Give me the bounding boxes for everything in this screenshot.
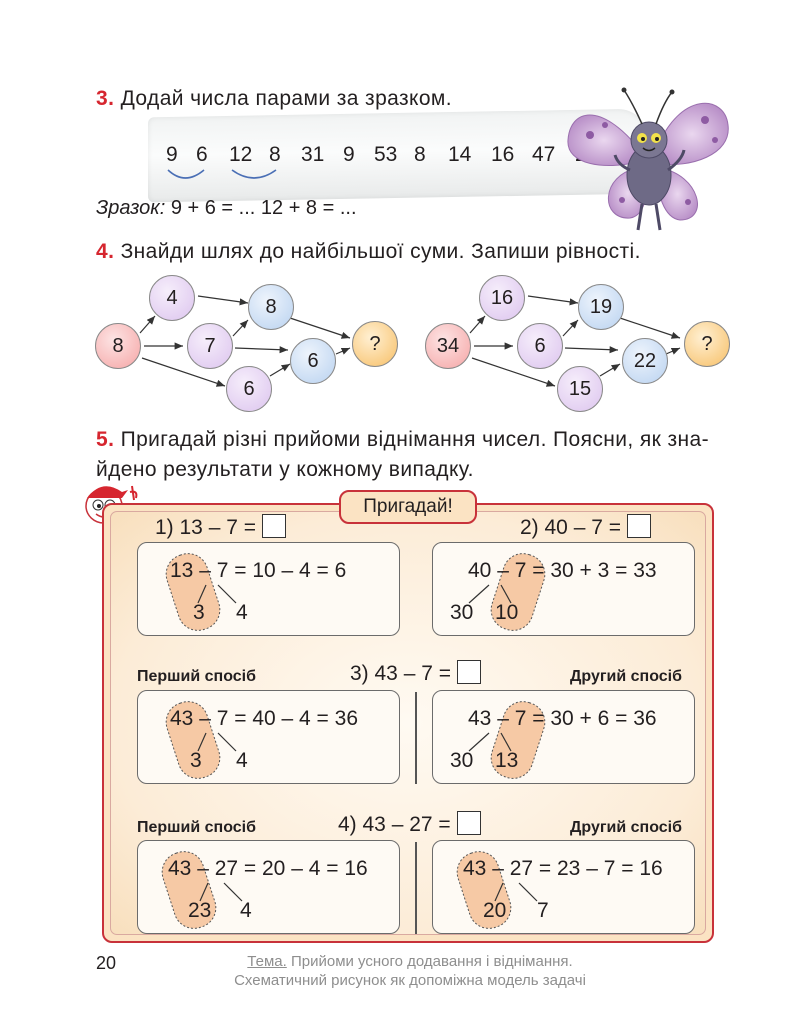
footer-line-1 [200,952,620,971]
sample-label: Зразок: [96,197,166,219]
example-2-expression: 40 – 7 = 30 + 3 = 33 [468,559,657,582]
sample-expression: 9 + 6 = ... 12 + 8 = ... [165,197,357,219]
example-4-label [338,811,481,837]
example-3-label-text: 3) 43 – 7 = [350,662,451,685]
seq-number: 53 [374,143,398,166]
example-4-box-second [432,840,695,934]
answer-box[interactable] [457,660,481,684]
part-b: 7 [537,899,549,922]
example-4-expression-second: 43 – 27 = 23 – 7 = 16 [463,857,663,880]
task-5-text-1: Пригадай різні прийоми віднімання чисел. Поясни, як зна- [120,428,709,451]
example-1-label [155,514,286,540]
graph-2-node-rmid: 22 [622,338,668,384]
seq-number: 31 [301,143,325,166]
example-4-expression-first: 43 – 27 = 20 – 4 = 16 [168,857,368,880]
graph-1-node-rmid: 6 [290,338,336,384]
graph-1-node-top: 4 [149,275,195,321]
part-a: 23 [188,899,212,922]
seq-number: 9 [343,143,355,166]
seq-number: 6 [196,143,208,166]
example-2-box [432,542,695,636]
part-b: 10 [495,601,519,624]
example-1-expression: 13 – 7 = 10 – 4 = 6 [170,559,347,582]
graph-1-node-bottom: 6 [226,366,272,412]
second-way-label: Другий спосіб [570,668,682,685]
sample-line [96,197,357,220]
graph-2-start-node: 34 [425,323,471,369]
seq-number: 8 [414,143,426,166]
example-1-box [137,542,400,636]
part-b: 4 [240,899,252,922]
seq-number: 8 [269,143,281,166]
seq-number: 9 [166,143,178,166]
graph-1-node-mid: 7 [187,323,233,369]
graph-1-end-node: ? [352,321,398,367]
task-4-number: 4. [96,240,115,263]
example-4-label-text: 4) 43 – 27 = [338,813,451,836]
task-5-line-2: йдено результати у кожному випадку. [96,458,474,481]
page-number: 20 [96,953,117,973]
example-2-label [520,514,651,540]
topic-text: Прийоми усного додавання і віднімання. [286,953,573,970]
seq-number: 14 [448,143,472,166]
task-4-text: Знайди шлях до найбільшої суми. Запиши рівності. [120,240,641,263]
graph-2-node-top: 16 [479,275,525,321]
task-3-text: Додай числа парами за зразком. [120,87,452,110]
reminder-title: Пригадай! [339,490,477,524]
answer-box[interactable] [627,514,651,538]
answer-box[interactable] [262,514,286,538]
task-3-number: 3. [96,87,115,110]
divider [415,692,417,784]
part-a: 30 [450,601,474,624]
example-2-label-text: 2) 40 – 7 = [520,516,621,539]
footer-topic [200,952,620,990]
part-b: 13 [495,749,519,772]
divider [415,842,417,934]
seq-number: 12 [229,143,253,166]
pair-arcs [160,166,290,188]
first-way-label: Перший спосіб [137,668,256,685]
graph-1-start-node: 8 [95,323,141,369]
part-a: 30 [450,749,474,772]
topic-label: Тема. [247,953,287,970]
example-3-box-first [137,690,400,784]
task-4-heading [96,240,641,264]
first-way-label: Перший спосіб [137,819,256,836]
graph-2-node-mid: 6 [517,323,563,369]
part-a: 20 [483,899,507,922]
graph-2-node-rtop: 19 [578,284,624,330]
graph-2-end-node: ? [684,321,730,367]
answer-box[interactable] [457,811,481,835]
task-5-number: 5. [96,428,115,451]
part-b: 4 [236,601,248,624]
example-1-label-text: 1) 13 – 7 = [155,516,256,539]
task-5-heading [96,425,736,485]
example-3-box-second [432,690,695,784]
part-b: 4 [236,749,248,772]
butterfly-character-icon [560,80,735,250]
example-4-box-first [137,840,400,934]
part-a: 3 [190,749,202,772]
graph-1-node-rtop: 8 [248,284,294,330]
graph-2-node-bottom: 15 [557,366,603,412]
task-3-heading [96,87,452,111]
task-5-line-1 [96,425,736,455]
footer-line-2: Схематичний рисунок як допоміжна модель задачі [234,972,586,989]
seq-number: 16 [491,143,515,166]
example-3-expression-first: 43 – 7 = 40 – 4 = 36 [170,707,358,730]
seq-number: 47 [532,143,556,166]
example-3-label [350,660,481,686]
part-a: 3 [193,601,205,624]
example-3-expression-second: 43 – 7 = 30 + 6 = 36 [468,707,657,730]
second-way-label: Другий спосіб [570,819,682,836]
